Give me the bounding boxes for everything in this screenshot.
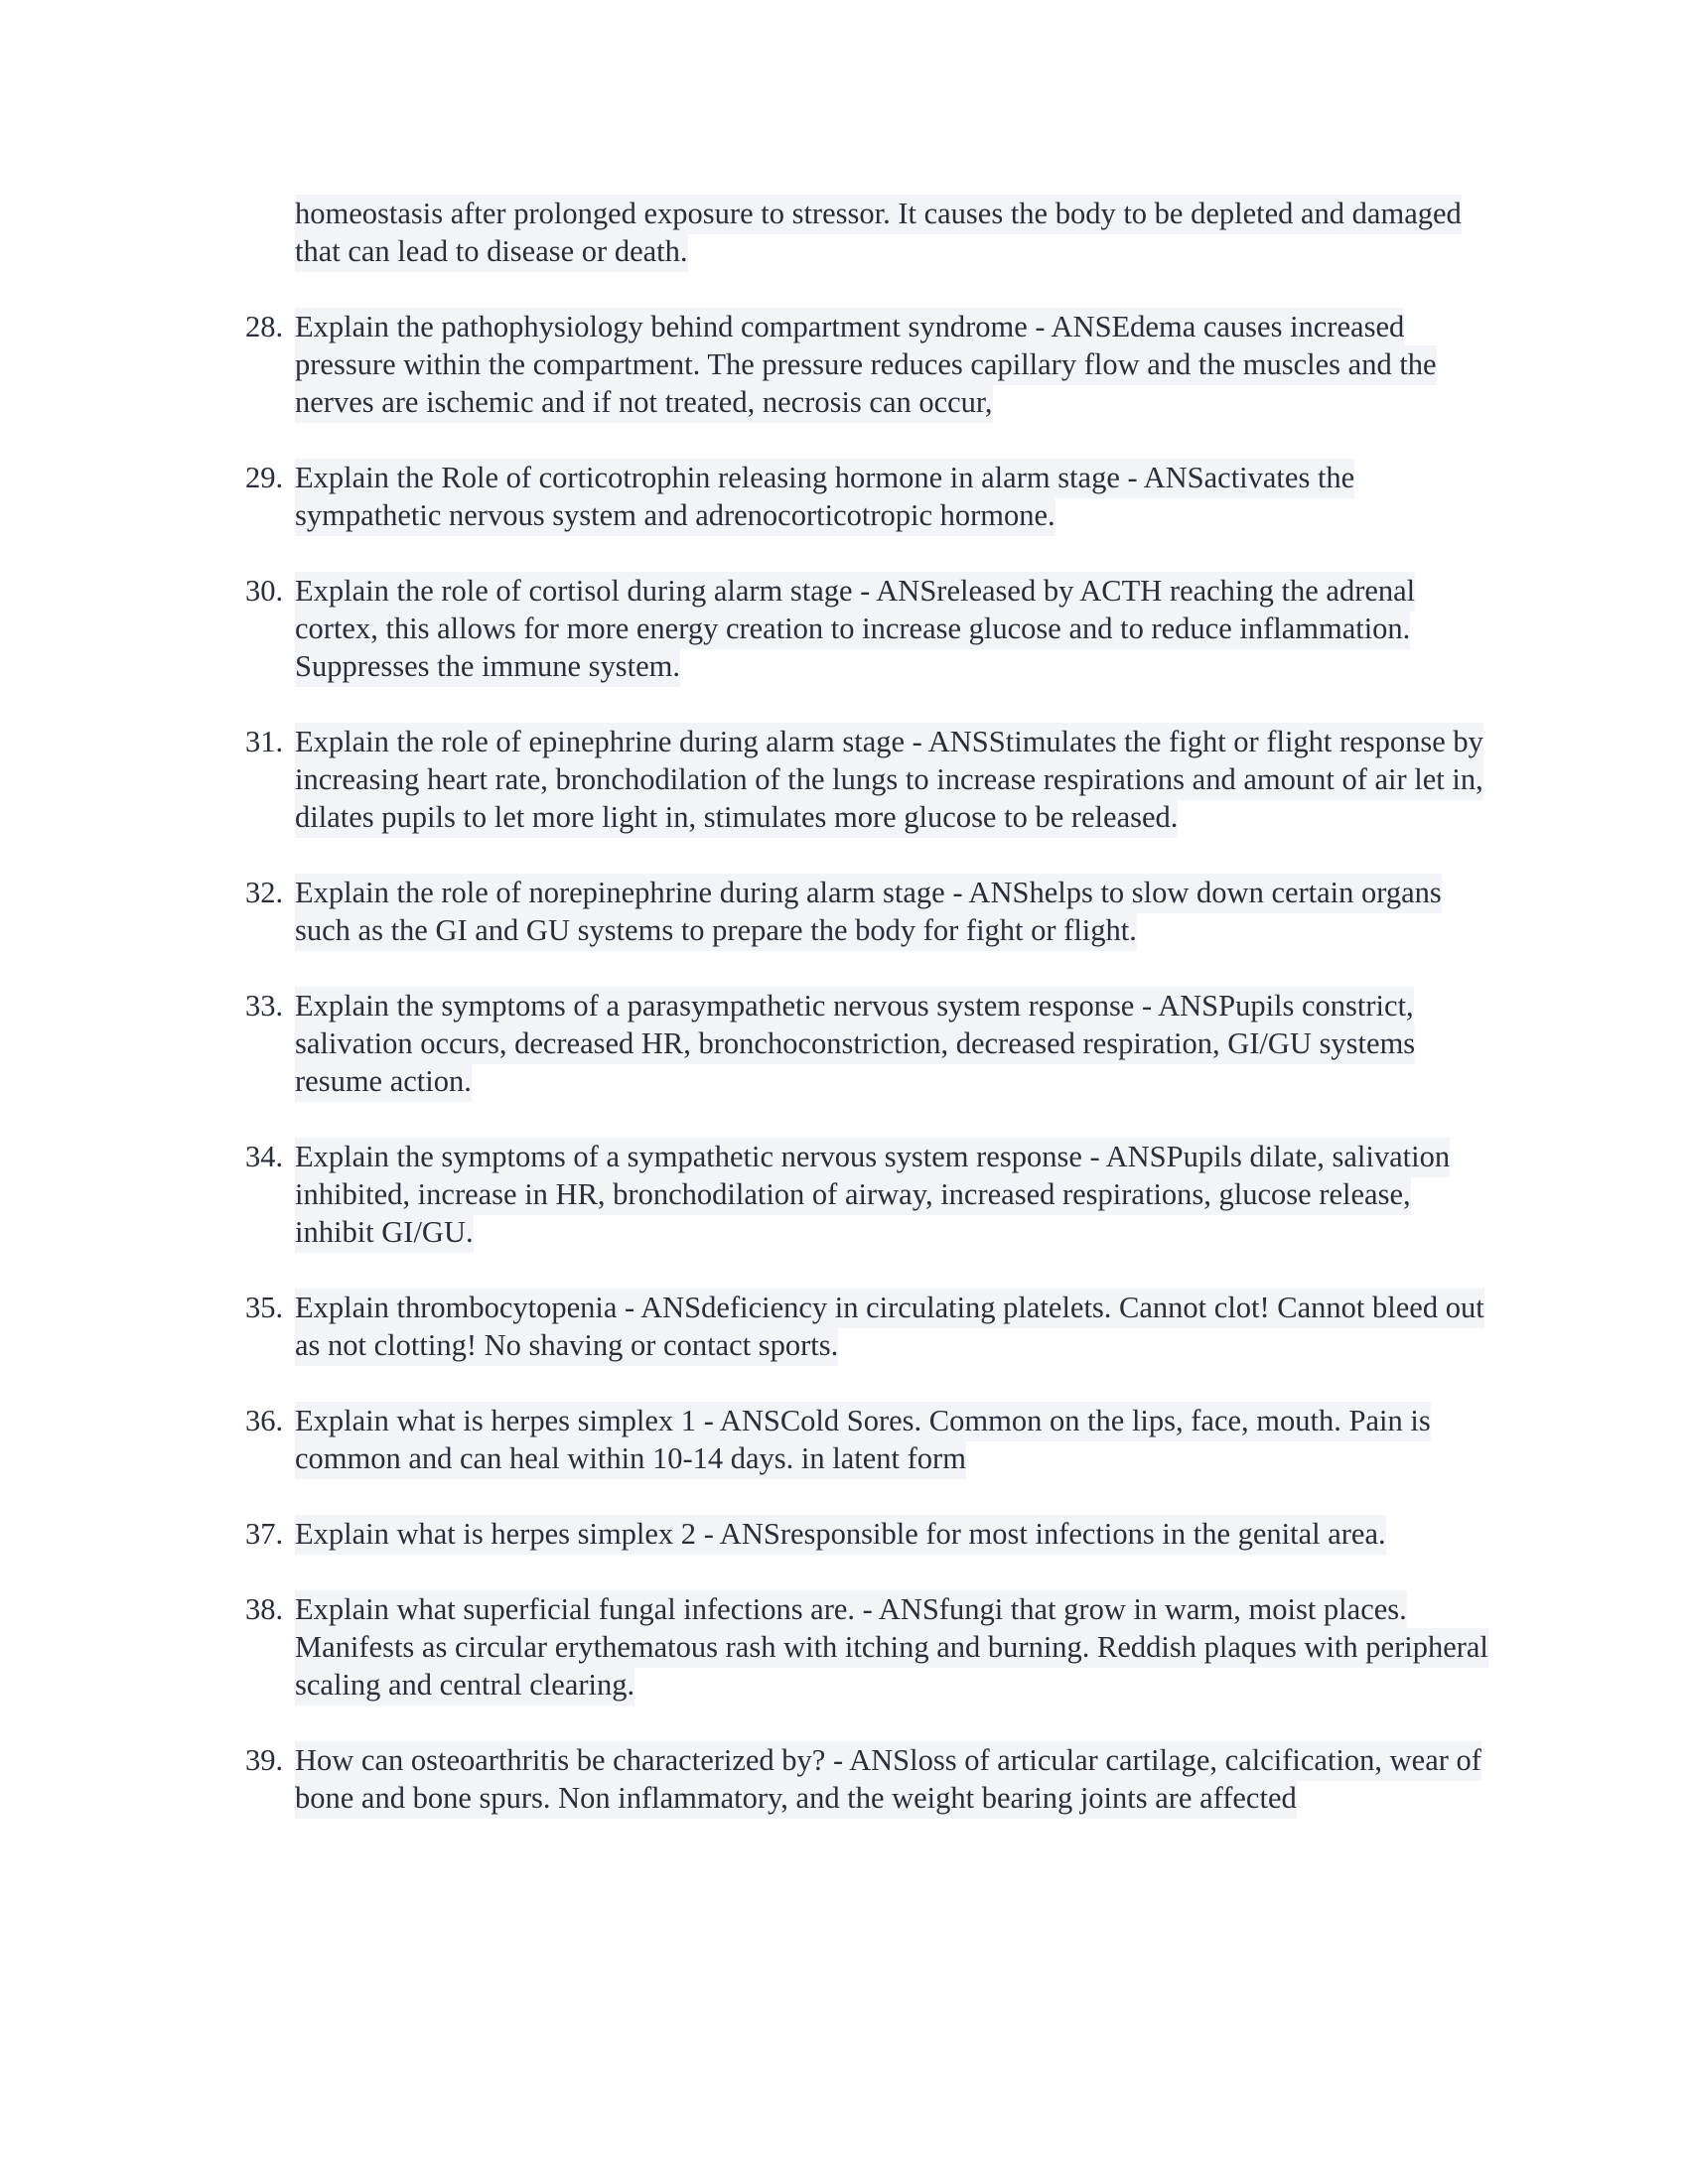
- question-text: How can osteoarthritis be characterized by?: [295, 1743, 826, 1777]
- answer-separator: - ANS: [696, 1404, 780, 1437]
- question-text: Explain the symptoms of a parasympathetic nervous system response: [295, 989, 1135, 1023]
- list-item: [245, 459, 1496, 534]
- answer-separator: - ANS: [696, 1517, 780, 1551]
- item-number: 31.: [245, 725, 284, 758]
- question-text: Explain what superficial fungal infections are.: [295, 1592, 856, 1626]
- answer-text: fungi that grow in warm, moist places. Manifests as circular erythematous rash with itching and burning. Reddish plaques with peripheral scaling and central clearing.: [295, 1592, 1488, 1702]
- list-item: [245, 723, 1496, 836]
- item-number: 28.: [245, 310, 284, 343]
- answer-separator: - ANS: [1027, 310, 1112, 343]
- list-item: [245, 572, 1496, 685]
- list-item: [245, 987, 1496, 1100]
- list-item: [245, 1289, 1496, 1364]
- question-text: Explain what is herpes simplex 1: [295, 1404, 697, 1437]
- answer-separator: - ANS: [944, 876, 1030, 909]
- question-text: Explain the role of epinephrine during alarm stage: [295, 725, 906, 758]
- answer-text: deficiency in circulating platelets. Cannot clot! Cannot bleed out as not clotting! No shaving or contact sports.: [295, 1291, 1484, 1362]
- answer-separator: - ANS: [825, 1743, 911, 1777]
- item-number: 36.: [245, 1404, 284, 1437]
- answer-text: Edema causes increased pressure within the compartment. The pressure reduces capillary flow and the muscles and the nerves are ischemic and if not treated, necrosis can occur,: [295, 310, 1437, 419]
- question-text: Explain the symptoms of a sympathetic nervous system response: [295, 1140, 1082, 1173]
- answer-text: responsible for most infections in the genital area.: [779, 1517, 1386, 1551]
- item-number: 30.: [245, 574, 284, 608]
- continued-answer-text: [295, 195, 1486, 270]
- question-text: Explain what is herpes simplex 2: [295, 1517, 697, 1551]
- answer-separator: - ANS: [855, 1592, 939, 1626]
- list-item: [245, 874, 1496, 949]
- question-text: Explain thrombocytopenia: [295, 1291, 618, 1324]
- item-number: 35.: [245, 1291, 284, 1324]
- question-text: Explain the role of cortisol during alarm stage: [295, 574, 853, 608]
- question-text: Explain the role of norepinephrine during alarm stage: [295, 876, 945, 909]
- answer-text: released by ACTH reaching the adrenal cortex, this allows for more energy creation to increase glucose and to reduce inflammation. Suppresses the immune system.: [295, 574, 1416, 683]
- answer-separator: - ANS: [1134, 989, 1219, 1023]
- list-item: [245, 1515, 1496, 1553]
- item-number: 29.: [245, 461, 284, 494]
- item-number: 33.: [245, 989, 284, 1023]
- answer-text: Pupils constrict, salivation occurs, decreased HR, bronchoconstriction, decreased respiration, GI/GU systems resume action.: [295, 989, 1416, 1098]
- question-list: [245, 308, 1496, 1854]
- item-number: 32.: [245, 876, 284, 909]
- answer-separator: - ANS: [617, 1291, 702, 1324]
- item-number: 38.: [245, 1592, 284, 1626]
- question-text: Explain the pathophysiology behind compartment syndrome: [295, 310, 1028, 343]
- answer-separator: - ANS: [905, 725, 989, 758]
- answer-text: Pupils dilate, salivation inhibited, increase in HR, bronchodilation of airway, increased respirations, glucose release, inhibit GI/GU.: [295, 1140, 1451, 1249]
- answer-text: activates the sympathetic nervous system and adrenocorticotropic hormone.: [295, 461, 1355, 532]
- item-number: 37.: [245, 1517, 284, 1551]
- item-number: 39.: [245, 1743, 284, 1777]
- answer-separator: - ANS: [852, 574, 937, 608]
- answer-separator: - ANS: [1119, 461, 1204, 494]
- answer-text: helps to slow down certain organs such as the GI and GU systems to prepare the body for fight or flight.: [295, 876, 1442, 947]
- question-text: Explain the Role of corticotrophin releasing hormone in alarm stage: [295, 461, 1120, 494]
- list-item: [245, 308, 1496, 421]
- list-item: [245, 1138, 1496, 1251]
- list-item: [245, 1402, 1496, 1477]
- list-item: [245, 1590, 1496, 1704]
- continuation-text: homeostasis after prolonged exposure to stressor. It causes the body to be depleted and damaged that can lead to disease or death.: [295, 195, 1462, 272]
- answer-text: loss of articular cartilage, calcification, wear of bone and bone spurs. Non inflammatory, and the weight bearing joints are affected: [295, 1743, 1481, 1815]
- answer-text: Cold Sores. Common on the lips, face, mouth. Pain is common and can heal within 10-14 days. in latent form: [295, 1404, 1431, 1475]
- answer-separator: - ANS: [1081, 1140, 1167, 1173]
- list-item: [245, 1741, 1496, 1817]
- answer-text: Stimulates the fight or flight response by increasing heart rate, bronchodilation of the lungs to increase respirations and amount of air let in, dilates pupils to let more light in, stimulates more glucose to be released.: [295, 725, 1483, 834]
- item-number: 34.: [245, 1140, 284, 1173]
